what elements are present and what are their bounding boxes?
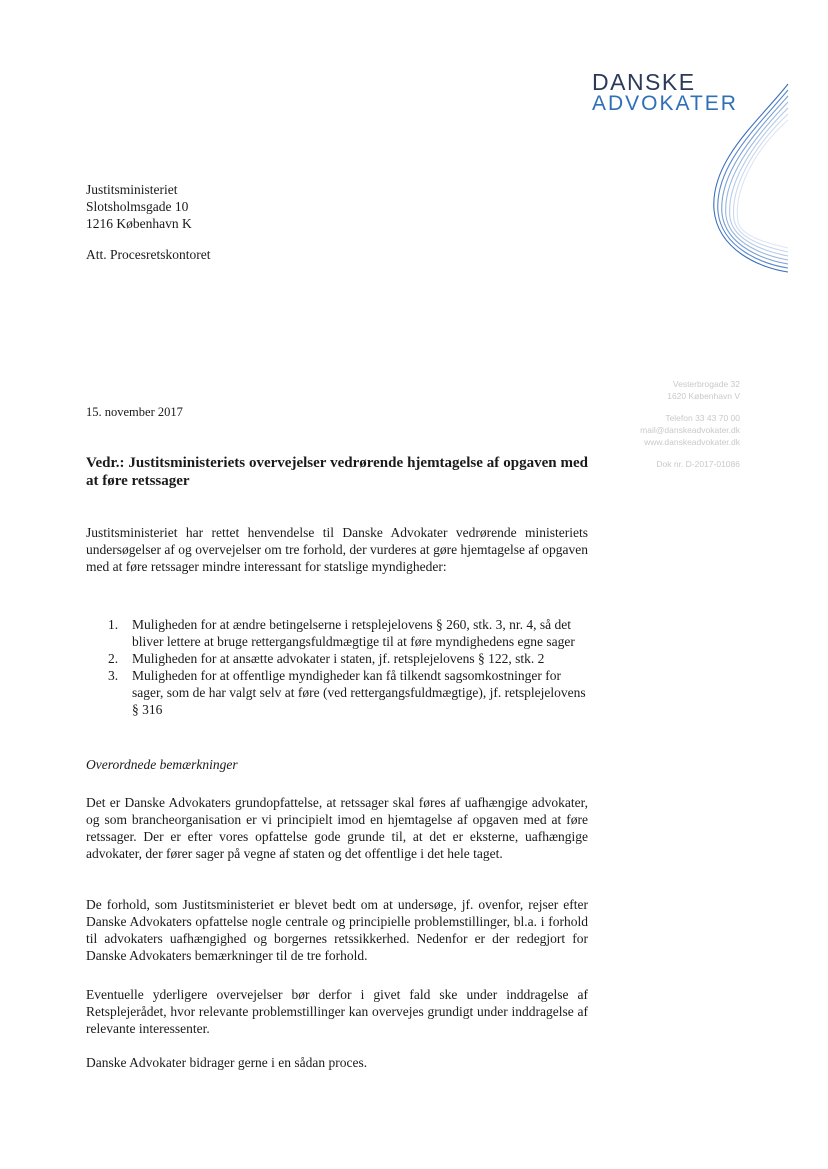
list-item-text: Muligheden for at ansætte advokater i staten, jf. retsplejelovens § 122, stk. 2 — [132, 651, 545, 666]
body-paragraph-1: Det er Danske Advokaters grundopfattelse, at retssager skal føres af uafhængige advokater, og som brancheorganisation er vi principielt imod en hjemtagelse af opgaven med at føre retssager. Der er efter vores opfattelse gode grunde til, at det er eksterne, uafhængige advokater, der fører sager på vegne af staten og det offentlige i det hele taget. — [86, 795, 588, 861]
sender-city: 1620 København V — [667, 391, 740, 401]
body-paragraph-3: Eventuelle yderligere overvejelser bør derfor i givet fald ske under inddragelse af Retsplejerådet, hvor relevante problemstillinger kan overvejes grundigt under inddragelse af relevante interessenter. — [86, 987, 588, 1036]
list-item-number: 2. — [108, 651, 119, 666]
letter-subject: Vedr.: Justitsministeriets overvejelser vedrørende hjemtagelse af opgaven med at føre retssager — [86, 455, 588, 489]
recipient-street: Slotsholmsgade 10 — [86, 199, 189, 214]
recipient-city: 1216 København K — [86, 216, 192, 231]
section-heading: Overordnede bemærkninger — [86, 757, 238, 772]
letter-date: 15. november 2017 — [86, 405, 183, 419]
sender-email: mail@danskeadvokater.dk — [640, 425, 740, 435]
document-reference: Dok nr. D-2017-01086 — [656, 459, 740, 469]
recipient-name: Justitsministeriet — [86, 182, 178, 197]
list-item-number: 3. — [108, 668, 119, 683]
list-item-text: Muligheden for at offentlige myndigheder kan få tilkendt sagsomkostninger for sager, som de har valgt selv at føre (ved rettergangsfuldmægtige), jf. retsplejelovens § 316 — [132, 668, 586, 717]
numbered-list — [108, 616, 590, 718]
sender-contact-block — [600, 378, 740, 470]
body-paragraph-4: Danske Advokater bidrager gerne i en sådan proces. — [86, 1055, 368, 1070]
logo-swirl-icon — [700, 80, 792, 280]
logo-text-advokater: ADVOKATER — [592, 92, 738, 115]
logo-text-danske: DANSKE — [592, 69, 696, 95]
body-paragraph-2: De forhold, som Justitsministeriet er blevet bedt om at undersøge, jf. ovenfor, rejser efter Danske Advokaters opfattelse nogle centrale og principielle problemstillinger, bl.a. i forhold til advokaters uafhængighed og borgernes retssikkerhed. Nedenfor er der redegjort for Danske Advokaters bemærkninger til de tre forhold. — [86, 897, 588, 963]
list-item-text: Muligheden for at ændre betingelserne i retsplejelovens § 260, stk. 3, nr. 4, så det bliver lettere at bruge rettergangsfuldmægtige til at føre myndighedens egne sager — [132, 617, 575, 649]
recipient-address — [86, 181, 192, 232]
list-item-number: 1. — [108, 617, 119, 632]
list-item — [108, 667, 590, 718]
recipient-attention: Att. Procesretskontoret — [86, 247, 211, 262]
sender-web: www.danskeadvokater.dk — [644, 437, 740, 447]
intro-paragraph: Justitsministeriet har rettet henvendelse til Danske Advokater vedrørende ministeriets undersøgelser af og overvejelser om tre forhold, der vurderes at gøre hjemtagelse af opgaven med at føre retssager mindre interessant for statslige myndigheder: — [86, 525, 588, 574]
list-item — [108, 616, 590, 650]
sender-street: Vesterbrogade 32 — [672, 379, 740, 389]
list-item — [108, 650, 590, 667]
sender-phone: Telefon 33 43 70 00 — [665, 413, 740, 423]
